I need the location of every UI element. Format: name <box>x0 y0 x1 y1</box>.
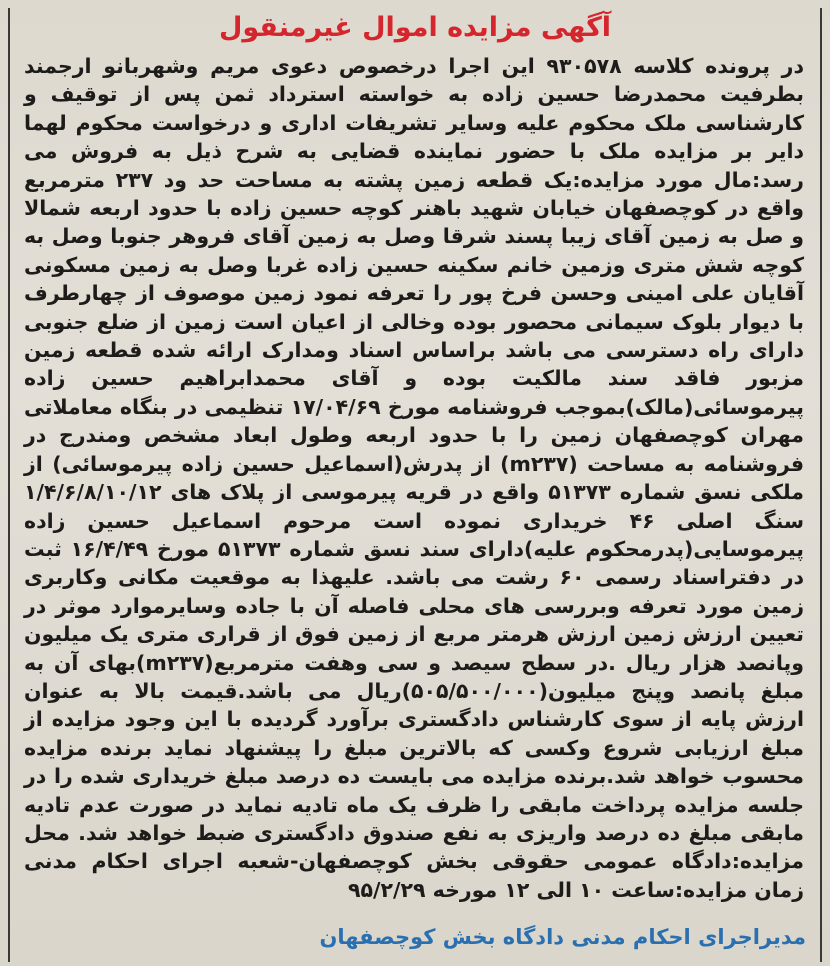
notice-signature: مدیراجرای احکام مدنی دادگاه بخش کوچصفهان <box>319 925 806 949</box>
notice-frame <box>8 8 822 962</box>
notice-body: در پرونده کلاسه ۹۳۰۵۷۸ این اجرا درخصوص دعوی مریم وشهربانو ارجمند بطرفیت محمدرضا حسین زاده به خواسته استرداد ثمن پس از توقیف و کارشناسی ملک محکوم علیه وسایر تشریفات اداری و درخواست محکوم لهما دایر بر مزایده ملک با حضور نماینده قضایی به شرح ذیل به فروش می رسد:مال مورد مزایده:یک قطعه زمین پشته به مساحت حد ود ۲۳۷ مترمربع واقع در کوچصفهان خیابان شهید باهنر کوچه حسین زاده با حدود اربعه شمالا و صل به زمین آقای زیبا پسند شرقا وصل به زمین آقای فروهر جنوبا وصل به کوچه شش متری وزمین خانم سکینه حسین زاده غربا وصل به زمین مسکونی آقایان علی امینی وحسن فرخ پور را تعرفه نمود زمین موصوف از چهارطرف با دیوار بلوک سیمانی محصور بوده وخالی از اعیان است زمین از ضلع جنوبی دارای راه دسترسی می باشد براساس اسناد ومدارک ارائه شده قطعه زمین مزبور فاقد سند مالکیت بوده و آقای محمدابراهیم حسین زاده پیرموسائی(مالک)بموجب فروشنامه مورخ ۱۷/۰۴/۶۹ تنظیمی در بنگاه معاملاتی مهران کوچصفهان زمین را با حدود اربعه وطول ابعاد مشخص ومندرج در فروشنامه به مساحت (m۲۳۷) از پدرش(اسماعیل حسین زاده پیرموسائی) از ملکی نسق شماره ۵۱۳۷۳ واقع در قریه پیرموسی از پلاک های ۱/۴/۶/۸/۱۰/۱۲ سنگ اصلی ۴۶ خریداری نموده است مرحوم اسماعیل حسین زاده پیرموسایی(پدرمحکوم علیه)دارای سند نسق شماره ۵۱۳۷۳ مورخ ۱۶/۴/۴۹ ثبت در دفتراسناد رسمی ۶۰ رشت می باشد. علیهذا به موقعیت مکانی وکاربری زمین مورد تعرفه وبررسی های محلی فاصله آن با جاده وسایرموارد موثر در تعیین ارزش زمین ارزش هرمتر مربع از زمین فوق از قراری متری یک میلیون وپانصد هزار ریال .در سطح سیصد و سی وهفت مترمربع(m۲۳۷)بهای آن به مبلغ پانصد وپنج میلیون(۵۰۵/۵۰۰/۰۰۰)ریال می باشد.قیمت بالا به عنوان ارزش پایه از سوی کارشناس دادگستری برآورد گردیده با این وجود مزایده از مبلغ ارزیابی شروع وکسی که بالاترین مبلغ را پیشنهاد نماید برنده مزایده محسوب خواهد شد.برنده مزایده می بایست ده درصد مبلغ خریداری شده را در جلسه مزایده پرداخت مابقی را ظرف یک ماه تادیه نماید در صورت عدم تادیه مابقی مبلغ ده درصد واریزی به نفع صندوق دادگستری ضبط خواهد شد. محل مزایده:دادگاه عمومی حقوقی بخش کوچصفهان-شعبه اجرای احکام مدنی زمان مزایده:ساعت ۱۰ الی ۱۲ مورخه ۹۵/۲/۲۹ <box>24 54 805 902</box>
notice-title: آگهی مزایده اموال غیرمنقول <box>218 12 612 43</box>
